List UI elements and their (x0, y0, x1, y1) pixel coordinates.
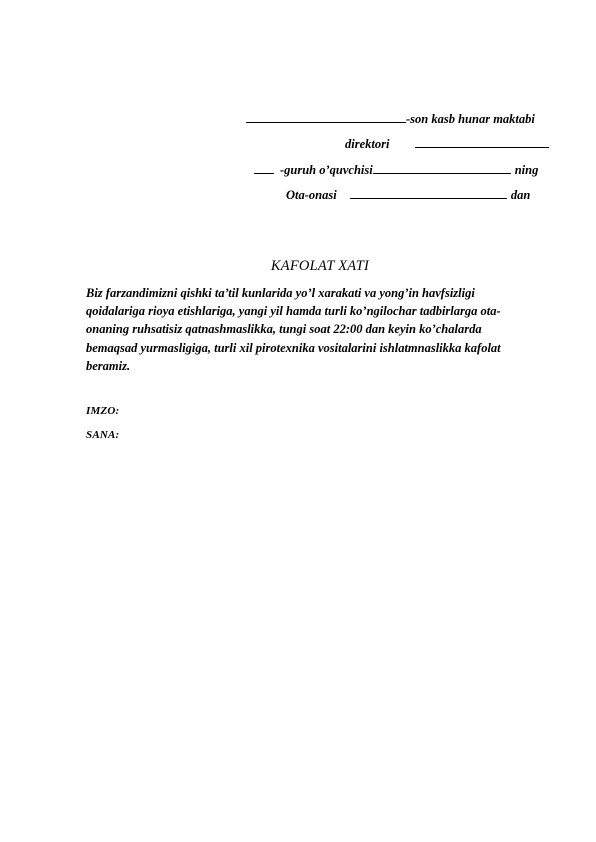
parent-name-blank[interactable] (350, 186, 507, 199)
body-line: bemaqsad yurmasligiga, turli xil pirotexnika vositalarini ishlatmnaslikka kafolat (86, 340, 501, 355)
student-line-suffix: ning (514, 163, 539, 177)
director-label: direktori (345, 137, 390, 151)
school-line-text: -son kasb hunar maktabi (406, 112, 535, 126)
parent-label: Ota-onasi (286, 188, 337, 202)
header-director-line (345, 135, 549, 152)
student-line-text: -guruh o’quvchisi (280, 163, 373, 177)
body-line: onaning ruhsatisiz qatnashmaslikka, tungi soat 22:00 dan keyin ko’chalarda (86, 322, 482, 337)
document-title: KAFOLAT XATI (270, 258, 370, 274)
director-name-blank[interactable] (415, 135, 549, 148)
signature-label: IMZO: (86, 405, 120, 417)
student-name-blank[interactable] (373, 161, 511, 174)
header-parent-line (286, 186, 530, 203)
school-number-blank[interactable] (246, 110, 406, 123)
header-school-line (246, 110, 535, 127)
header-student-line (254, 161, 538, 178)
body-line: Biz farzandimizni qishki ta’til kunlarida yo’l xarakati va yong’in havfsizligi (86, 286, 475, 300)
group-number-blank[interactable] (254, 161, 274, 174)
parent-line-suffix: dan (510, 188, 531, 202)
body-line: beramiz. (86, 358, 131, 373)
body-line: qoidalariga rioya etishlariga, yangi yil hamda turli ko’ngilochar tadbirlarga ota- (86, 304, 501, 319)
date-label: SANA: (86, 429, 120, 441)
guarantee-body (86, 284, 556, 375)
